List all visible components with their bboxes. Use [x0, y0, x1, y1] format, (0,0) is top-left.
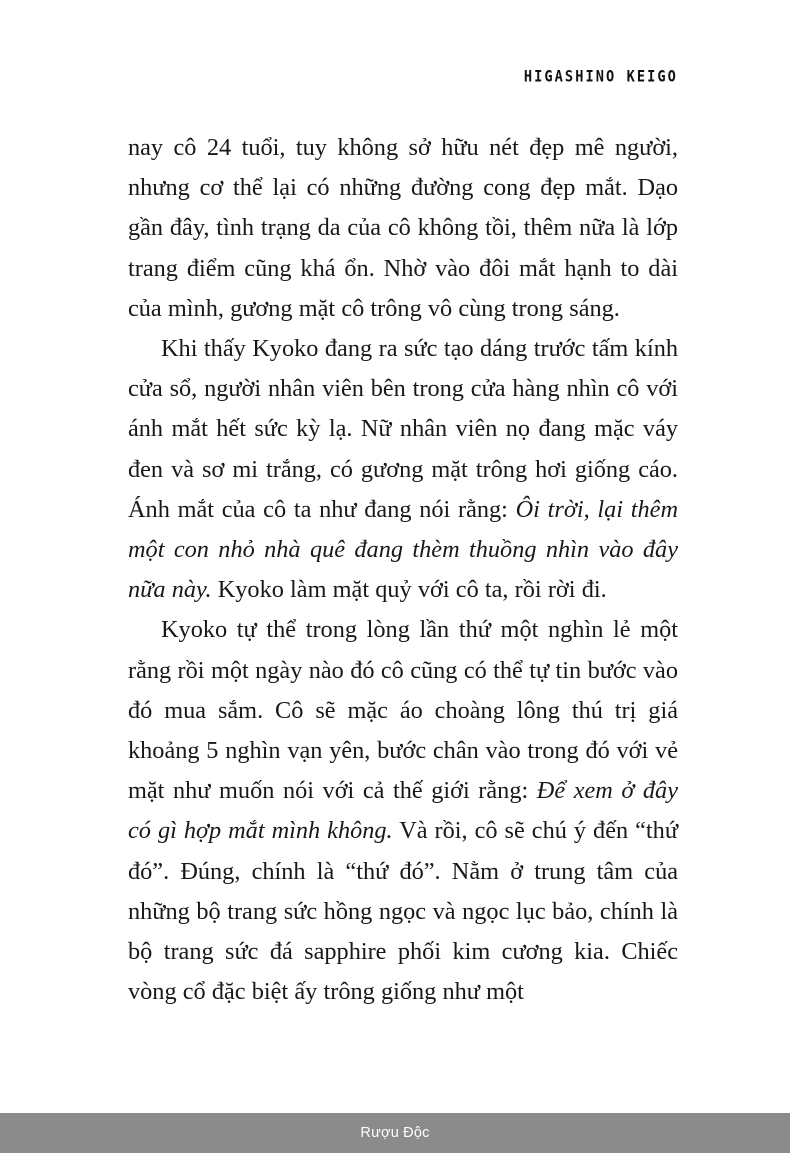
body-text-run: Khi thấy Kyoko đang ra sức tạo dáng trước tấm kính cửa sổ, người nhân viên bên trong cửa hàng nhìn cô với ánh mắt hết sức kỳ lạ. Nữ nhân viên nọ đang mặc váy đen và sơ mi trắng, có gương mặt trông hơi giống cáo. Ánh mắt của cô ta như đang nói rằng: — [128, 335, 678, 523]
body-paragraph — [128, 610, 678, 1012]
footer-book-title: Rượu Độc — [360, 1124, 430, 1141]
footer-overlay-bar — [0, 1113, 790, 1153]
body-paragraph — [128, 329, 678, 610]
body-text-run: Kyoko làm mặt quỷ với cô ta, rồi rời đi. — [211, 576, 607, 604]
italic-quote-run: Để xem ở đây có gì hợp mắt mình không. — [128, 777, 678, 845]
body-paragraph — [128, 128, 678, 329]
running-head-author: HIGASHINO KEIGO — [523, 68, 678, 86]
italic-quote-run: Ôi trời, lại thêm một con nhỏ nhà quê đang thèm thuồng nhìn vào đây nữa này. — [128, 495, 678, 604]
body-text-run: Và rồi, cô sẽ chú ý đến “thứ đó”. Đúng, chính là “thứ đó”. Nằm ở trung tâm của những bộ trang sức hồng ngọc và ngọc lục bảo, chính là bộ trang sức đá sapphire phối kim cương kia. Chiếc vòng cổ đặc biệt ấy trông giống như một — [128, 817, 678, 1006]
body-text-run: Kyoko tự thể trong lòng lần thứ một nghìn lẻ một rằng rồi một ngày nào đó cô cũng có thể tự tin bước vào đó mua sắm. Cô sẽ mặc áo choàng lông thú trị giá khoảng 5 nghìn vạn yên, bước chân vào trong đó với vẻ mặt như muốn nói với cả thế giới rằng: — [128, 616, 678, 805]
page-text-body — [128, 128, 678, 1012]
body-text-run: nay cô 24 tuổi, tuy không sở hữu nét đẹp mê người, nhưng cơ thể lại có những đường cong đẹp mắt. Dạo gần đây, tình trạng da của cô không tồi, thêm nữa là lớp trang điểm cũng khá ổn. Nhờ vào đôi mắt hạnh to dài của mình, gương mặt cô trông vô cùng trong sáng. — [128, 134, 678, 322]
running-head — [128, 68, 678, 86]
